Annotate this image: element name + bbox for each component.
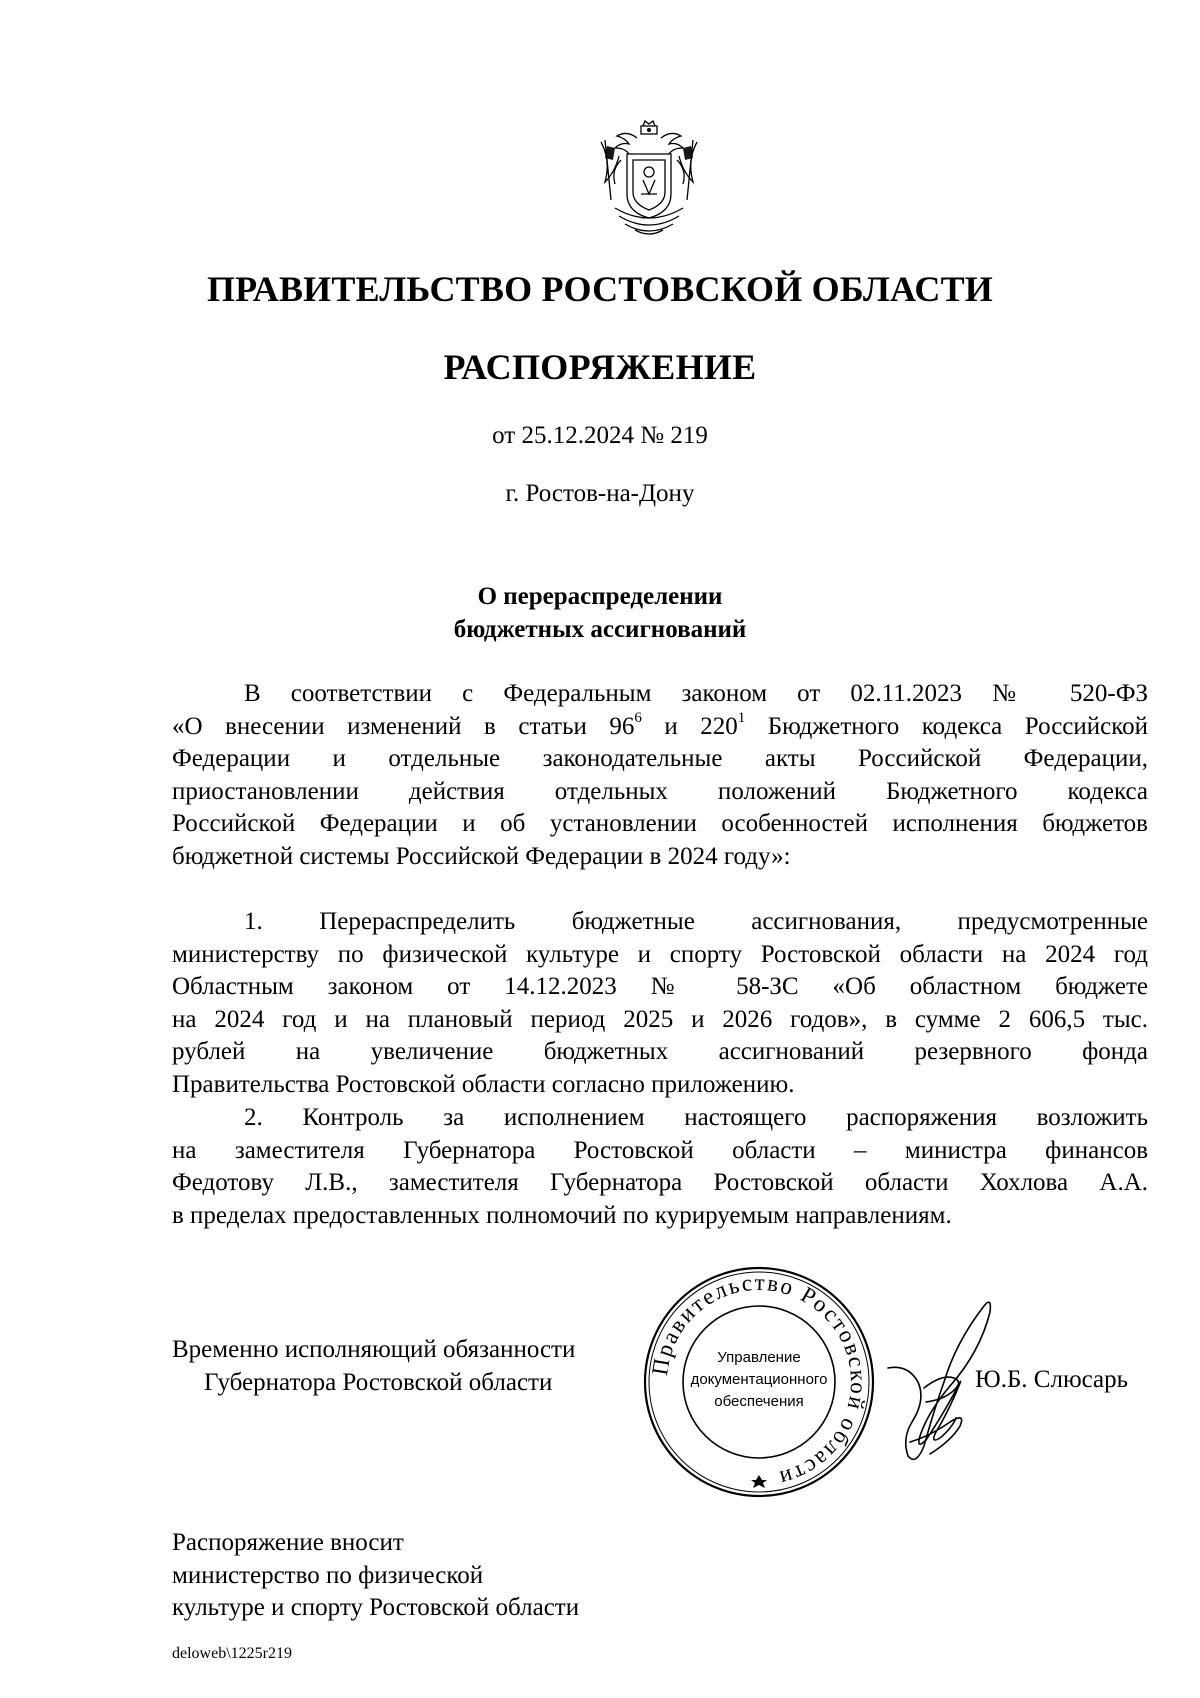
coat-of-arms-icon [585,120,713,245]
signatory-position-line-2: Губернатора Ростовской области [204,1369,553,1396]
preamble-line: В соответствии с Федеральным законом от 02.11.2023 № 520-ФЗ [244,680,1148,707]
submitter-line-2: министерство по физической [172,1561,484,1589]
clause-1-line: на 2024 год и на плановый период 2025 и 2026 годов», в сумме 2 606,5 тыс. [172,1005,1148,1033]
clause-1-line: Областным законом от 14.12.2023 № 58-ЗС «Об областном бюджете [172,973,1148,1001]
clause-1-line: рублей на увеличение бюджетных ассигнований резервного фонда [172,1038,1148,1066]
preamble-line: Федерации и отдельные законодательные акты Российской Федерации, [172,745,1148,773]
subject-line-1: О перераспределении [477,583,723,610]
clause-2-line: на заместителя Губернатора Ростовской области – министра финансов [172,1136,1148,1164]
clause-1-line: 1. Перераспределить бюджетные ассигнования, предусмотренные [244,908,1148,935]
clause-1-line: Правительства Ростовской области согласно приложению. [172,1070,795,1098]
document-city: г. Ростов-на-Дону [505,480,695,507]
preamble-line: «О внесении изменений в статьи $96^6$ и $220^1$ Бюджетного кодекса Российской [172,710,1148,740]
clause-2-line: 2. Контроль за исполнением настоящего распоряжения возложить [244,1104,1148,1131]
signatory-position [172,1333,575,1399]
organization-title: ПРАВИТЕЛЬСТВО РОСТОВСКОЙ ОБЛАСТИ [206,269,994,309]
seal-center-line-3: обеспечения [714,1393,804,1410]
clause-2 [172,1102,1148,1232]
document-type: РАСПОРЯЖЕНИЕ [443,347,757,387]
submitter-note [172,1527,579,1625]
preamble-line: бюджетной системы Российской Федерации в 2024 году»: [172,842,791,870]
document-date-number: от 25.12.2024 № 219 [492,422,708,449]
official-seal [640,1263,878,1501]
clause-2-line: Федотову Л.В., заместителя Губернатора Ростовской области Хохлова А.А. [172,1169,1148,1197]
clause-1 [172,906,1148,1102]
preamble-line: Российской Федерации и об установлении особенностей исполнения бюджетов [172,810,1148,838]
preamble-paragraph [172,678,1148,874]
signatory-position-line-1: Временно исполняющий обязанности [172,1336,576,1363]
document-subject [0,580,1200,646]
preamble-line: приостановлении действия отдельных положений Бюджетного кодекса [172,777,1148,805]
subject-line-2: бюджетных ассигнований [453,616,747,643]
document-code: deloweb\1225r219 [172,1645,292,1662]
seal-center-line-2: документационного [690,1371,828,1388]
submitter-line-1: Распоряжение вносит [172,1529,404,1556]
submitter-line-3: культуре и спорту Ростовской области [172,1594,580,1621]
clause-2-line: в пределах предоставленных полномочий по курируемым направлениям. [172,1201,952,1229]
seal-center-line-1: Управление [717,1349,801,1366]
seal-ring-text: Правительство Ростовской области [646,1269,872,1492]
clause-1-line: министерству по физической культуре и спорту Ростовской области на 2024 год [172,940,1148,968]
signatory-name: Ю.Б. Слюсарь [975,1366,1129,1393]
